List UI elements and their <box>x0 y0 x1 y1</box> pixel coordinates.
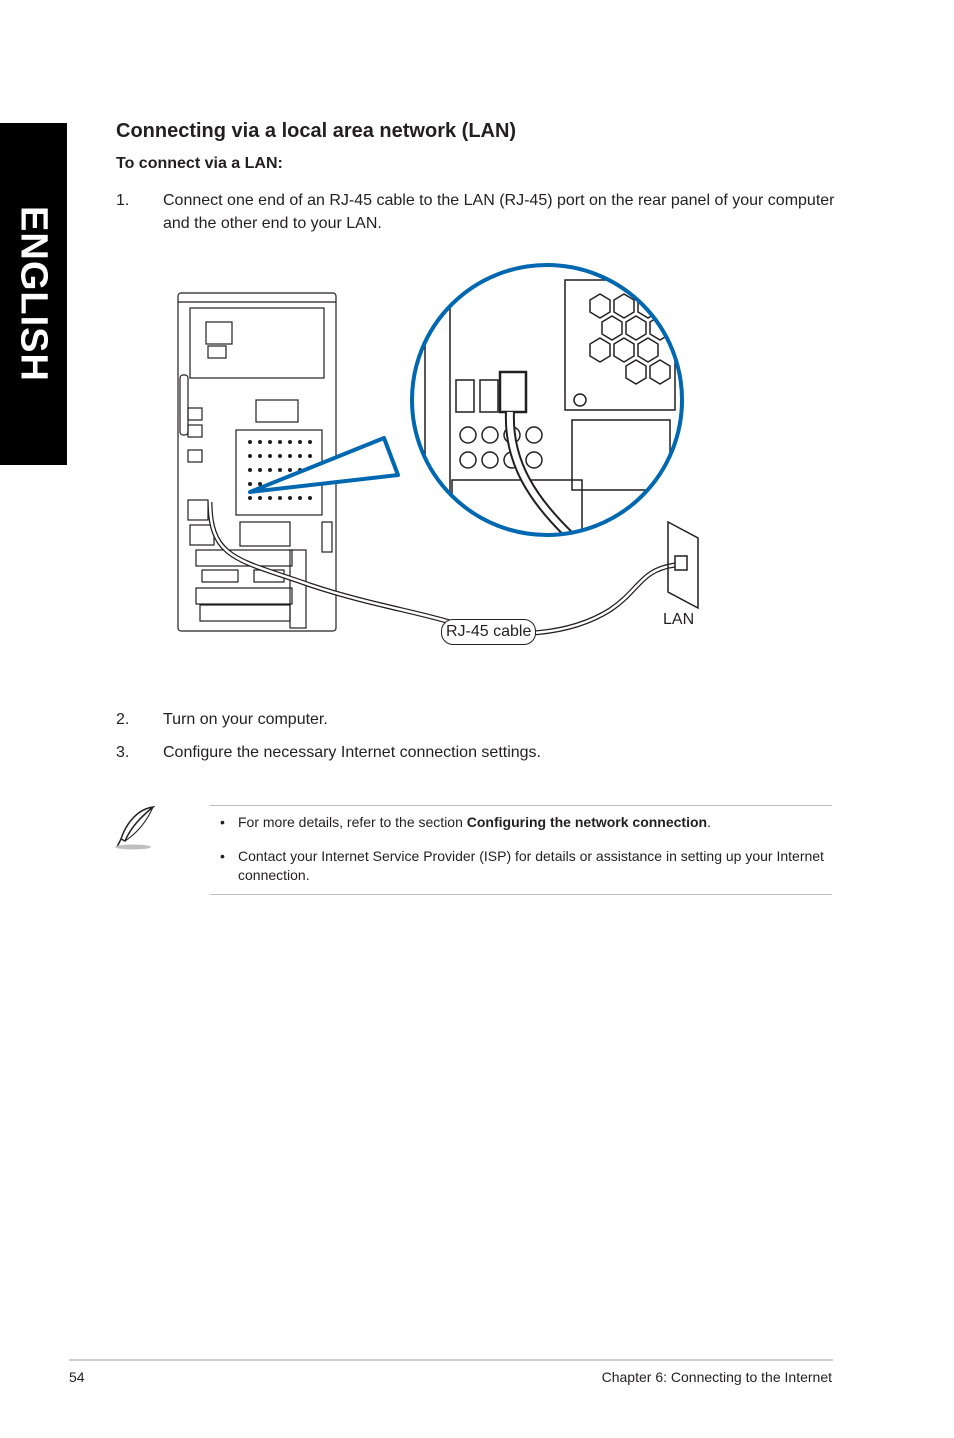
note-text <box>238 813 828 832</box>
step-text: Turn on your computer. <box>163 711 328 728</box>
lan-label: LAN <box>663 611 695 628</box>
step-number: 2. <box>116 711 130 728</box>
step-text: Connect one end of an RJ-45 cable to the LAN (RJ-45) port on the rear panel of your computer and the other end to your LAN. <box>163 192 835 232</box>
feather-pen-icon <box>113 803 159 851</box>
chapter-title: Chapter 6: Connecting to the Internet <box>601 1369 832 1385</box>
footer-rule <box>69 1359 833 1361</box>
step-text: Configure the necessary Internet connection settings. <box>163 744 541 761</box>
procedure-heading: To connect via a LAN: <box>116 155 283 172</box>
language-label: ENGLISH <box>12 206 55 382</box>
bullet: • <box>220 814 225 830</box>
lan-connection-illustration <box>170 260 710 660</box>
section-title: Connecting via a local area network (LAN) <box>116 120 517 142</box>
page-number: 54 <box>69 1369 85 1385</box>
section-reference: Configuring the network connection <box>466 814 708 830</box>
note-text: Contact your Internet Service Provider (ISP) for details or assistance in setting up your Internet connection. <box>238 848 824 883</box>
zoom-callout-pointer <box>250 438 398 492</box>
bullet: • <box>220 848 225 864</box>
step-number: 3. <box>116 744 130 761</box>
computer-rear-panel <box>178 293 336 631</box>
step-number: 1. <box>116 192 130 209</box>
rj45-cable-label: RJ-45 cable <box>441 619 536 645</box>
language-side-tab <box>0 123 67 465</box>
note-box <box>210 805 832 895</box>
note-text-part: . <box>707 814 711 830</box>
note-text-part: For more details, refer to the section <box>238 814 467 830</box>
